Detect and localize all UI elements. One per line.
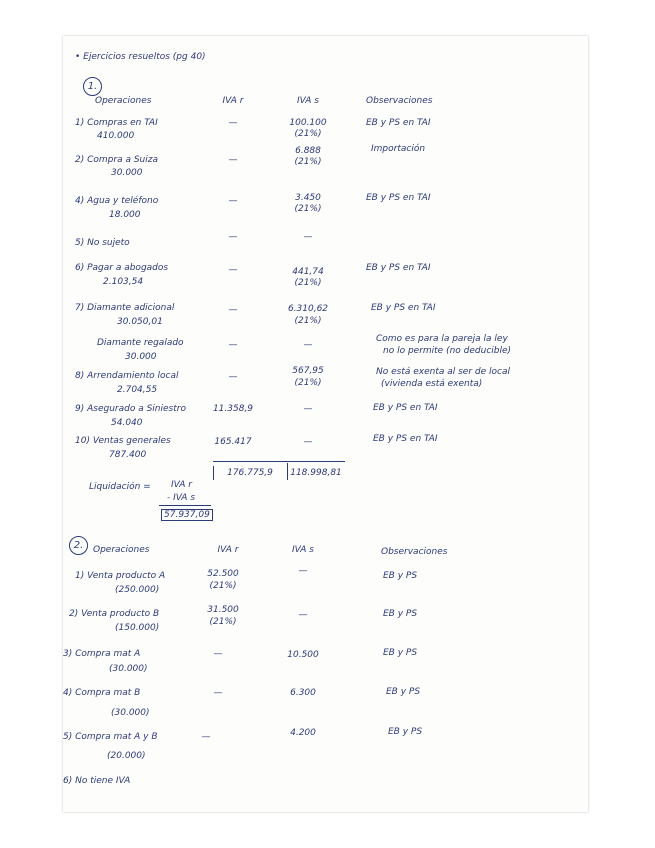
ex1-row-1-amount: 410.000 xyxy=(97,131,135,141)
ex1-row-8-op: 8) Arrendamiento local xyxy=(75,371,179,381)
ex1-row-2-amount: 30.000 xyxy=(111,168,143,178)
ex1-row-9-obs: EB y PS en TAI xyxy=(373,403,438,413)
liquidacion-result: 57.937,09 xyxy=(161,509,213,521)
ex1-row-9-op: 9) Asegurado a Siniestro xyxy=(75,404,186,414)
ex1-row-5-iva-r: — xyxy=(228,265,238,275)
ex1-row-3-obs: EB y PS en TAI xyxy=(366,193,431,203)
ex1-row-10-op: 10) Ventas generales xyxy=(75,436,171,446)
ex2-row-2-iva-r-rate: (21%) xyxy=(209,617,237,627)
ex1-header-operaciones: Operaciones xyxy=(95,96,152,106)
ex1-row-2-iva-s: 6.888 xyxy=(295,146,321,156)
ex1-header-observaciones: Observaciones xyxy=(366,96,433,106)
ex1-row-10-iva-r: 165.417 xyxy=(214,437,252,447)
ex1-row-7-obs: Como es para la pareja la ley xyxy=(376,334,508,344)
ex1-row-8-amount: 2.704,55 xyxy=(117,385,158,395)
ex1-header-iva-r: IVA r xyxy=(222,96,244,106)
ex1-row-3-amount: 18.000 xyxy=(109,210,141,220)
ex2-row-1-amount: (250.000) xyxy=(115,585,160,595)
ex1-row-3-iva-r: — xyxy=(228,196,238,206)
liquidacion-line-2: - IVA s xyxy=(167,493,196,503)
ex1-row-7-obs-2: no lo permite (no deducible) xyxy=(383,346,512,356)
ex2-header-iva-s: IVA s xyxy=(292,545,314,555)
ex1-row-5-iva-s-rate: (21%) xyxy=(294,278,322,288)
ex1-row-1-iva-s: 100.100 xyxy=(289,118,327,128)
ex2-row-1-obs: EB y PS xyxy=(383,571,418,581)
ex1-row-9-iva-r: 11.358,9 xyxy=(212,404,254,414)
ex2-row-3-op: 3) Compra mat A xyxy=(63,649,141,659)
ex2-row-4-amount: (30.000) xyxy=(111,708,150,718)
ex1-row-8-obs-2: (vivienda está exenta) xyxy=(381,379,483,389)
ex1-row-4-iva-r: — xyxy=(228,232,238,242)
ex1-total-iva-s: 118.998,81 xyxy=(290,468,342,478)
ex1-row-7-iva-r: — xyxy=(228,340,238,350)
ex1-row-2-iva-s-rate: (21%) xyxy=(294,157,322,167)
ex1-row-5-obs: EB y PS en TAI xyxy=(366,263,431,273)
liquidacion-rule xyxy=(159,505,211,506)
ex2-row-2-iva-s: — xyxy=(298,610,308,620)
ex1-total-iva-r: 176.775,9 xyxy=(227,468,273,478)
ex1-row-2-op: 2) Compra a Suiza xyxy=(75,155,158,165)
liquidacion-line-1: IVA r xyxy=(171,480,192,490)
ex2-row-2-obs: EB y PS xyxy=(383,609,418,619)
ex2-row-3-iva-r: — xyxy=(213,649,223,659)
ex1-row-8-iva-s: 567,95 xyxy=(292,366,324,376)
ex1-row-10-amount: 787.400 xyxy=(109,450,147,460)
ex1-row-1-iva-s-rate: (21%) xyxy=(294,129,322,139)
ex2-row-2-amount: (150.000) xyxy=(115,623,160,633)
liquidacion-label: Liquidación = xyxy=(89,482,151,492)
ex1-row-4-iva-s: — xyxy=(303,232,313,242)
ex2-row-2-op: 2) Venta producto B xyxy=(69,609,160,619)
ex1-row-5-iva-s: 441,74 xyxy=(292,267,324,277)
ex2-row-5-iva-s: 4.200 xyxy=(290,728,316,738)
ex1-row-2-obs: Importación xyxy=(371,144,426,154)
exercise-1-number: 1. xyxy=(83,77,102,96)
ex1-row-1-op: 1) Compras en TAI xyxy=(75,118,158,128)
ex2-row-1-iva-s: — xyxy=(298,566,308,576)
ex2-row-4-obs: EB y PS xyxy=(386,687,421,697)
ex1-row-9-iva-s: — xyxy=(303,404,313,414)
ex2-row-5-iva-r: — xyxy=(201,732,211,742)
ex2-row-3-amount: (30.000) xyxy=(109,664,148,674)
ex1-row-3-op: 4) Agua y teléfono xyxy=(75,196,159,206)
ex2-row-3-iva-s: 10.500 xyxy=(287,650,319,660)
ex1-row-10-obs: EB y PS en TAI xyxy=(373,434,438,444)
ex2-row-4-iva-r: — xyxy=(213,688,223,698)
ex2-header-observaciones: Observaciones xyxy=(381,547,448,557)
ex1-row-1-obs: EB y PS en TAI xyxy=(366,118,431,128)
ex2-row-1-iva-r-rate: (21%) xyxy=(209,581,237,591)
ex1-row-3-iva-s: 3.450 xyxy=(295,193,321,203)
ex1-row-2-iva-r: — xyxy=(228,155,238,165)
ex2-row-1-iva-r: 52.500 xyxy=(207,569,239,579)
ex1-row-6-obs: EB y PS en TAI xyxy=(371,303,436,313)
ex1-row-4-op: 5) No sujeto xyxy=(75,238,130,248)
notebook-page xyxy=(63,36,588,812)
ex2-row-6-op: 6) No tiene IVA xyxy=(63,776,131,786)
ex2-row-5-op: 5) Compra mat A y B xyxy=(63,732,158,742)
ex1-row-7-amount: 30.000 xyxy=(125,352,157,362)
ex1-row-5-amount: 2.103,54 xyxy=(103,277,144,287)
ex1-row-7-op: Diamante regalado xyxy=(97,338,184,348)
page-heading: • Ejercicios resueltos (pg 40) xyxy=(75,52,206,62)
ex1-row-6-amount: 30.050,01 xyxy=(117,317,163,327)
exercise-2-number: 2. xyxy=(69,536,88,555)
ex2-row-4-iva-s: 6.300 xyxy=(290,688,316,698)
ex1-row-9-amount: 54.040 xyxy=(111,418,143,428)
ex2-row-5-amount: (20.000) xyxy=(107,751,146,761)
ex2-row-1-op: 1) Venta producto A xyxy=(75,571,166,581)
ex1-row-6-op: 7) Diamante adicional xyxy=(75,303,175,313)
ex2-header-iva-r: IVA r xyxy=(217,545,239,555)
ex1-row-5-op: 6) Pagar a abogados xyxy=(75,263,169,273)
ex1-row-8-iva-r: — xyxy=(228,372,238,382)
ex1-row-6-iva-s-rate: (21%) xyxy=(294,316,322,326)
ex2-row-4-op: 4) Compra mat B xyxy=(63,688,141,698)
ex1-row-6-iva-r: — xyxy=(228,305,238,315)
ex2-row-2-iva-r: 31.500 xyxy=(207,605,239,615)
ex2-row-3-obs: EB y PS xyxy=(383,648,418,658)
ex1-row-8-obs: No está exenta al ser de local xyxy=(376,367,510,377)
ex1-row-6-iva-s: 6.310,62 xyxy=(287,304,329,314)
ex1-row-1-iva-r: — xyxy=(228,118,238,128)
ex1-row-10-iva-s: — xyxy=(303,437,313,447)
ex1-row-7-iva-s: — xyxy=(303,340,313,350)
ex1-row-3-iva-s-rate: (21%) xyxy=(294,204,322,214)
totals-rule xyxy=(213,461,345,462)
ex2-row-5-obs: EB y PS xyxy=(388,727,423,737)
ex1-row-8-iva-s-rate: (21%) xyxy=(294,378,322,388)
ex1-header-iva-s: IVA s xyxy=(297,96,319,106)
ex2-header-operaciones: Operaciones xyxy=(93,545,150,555)
